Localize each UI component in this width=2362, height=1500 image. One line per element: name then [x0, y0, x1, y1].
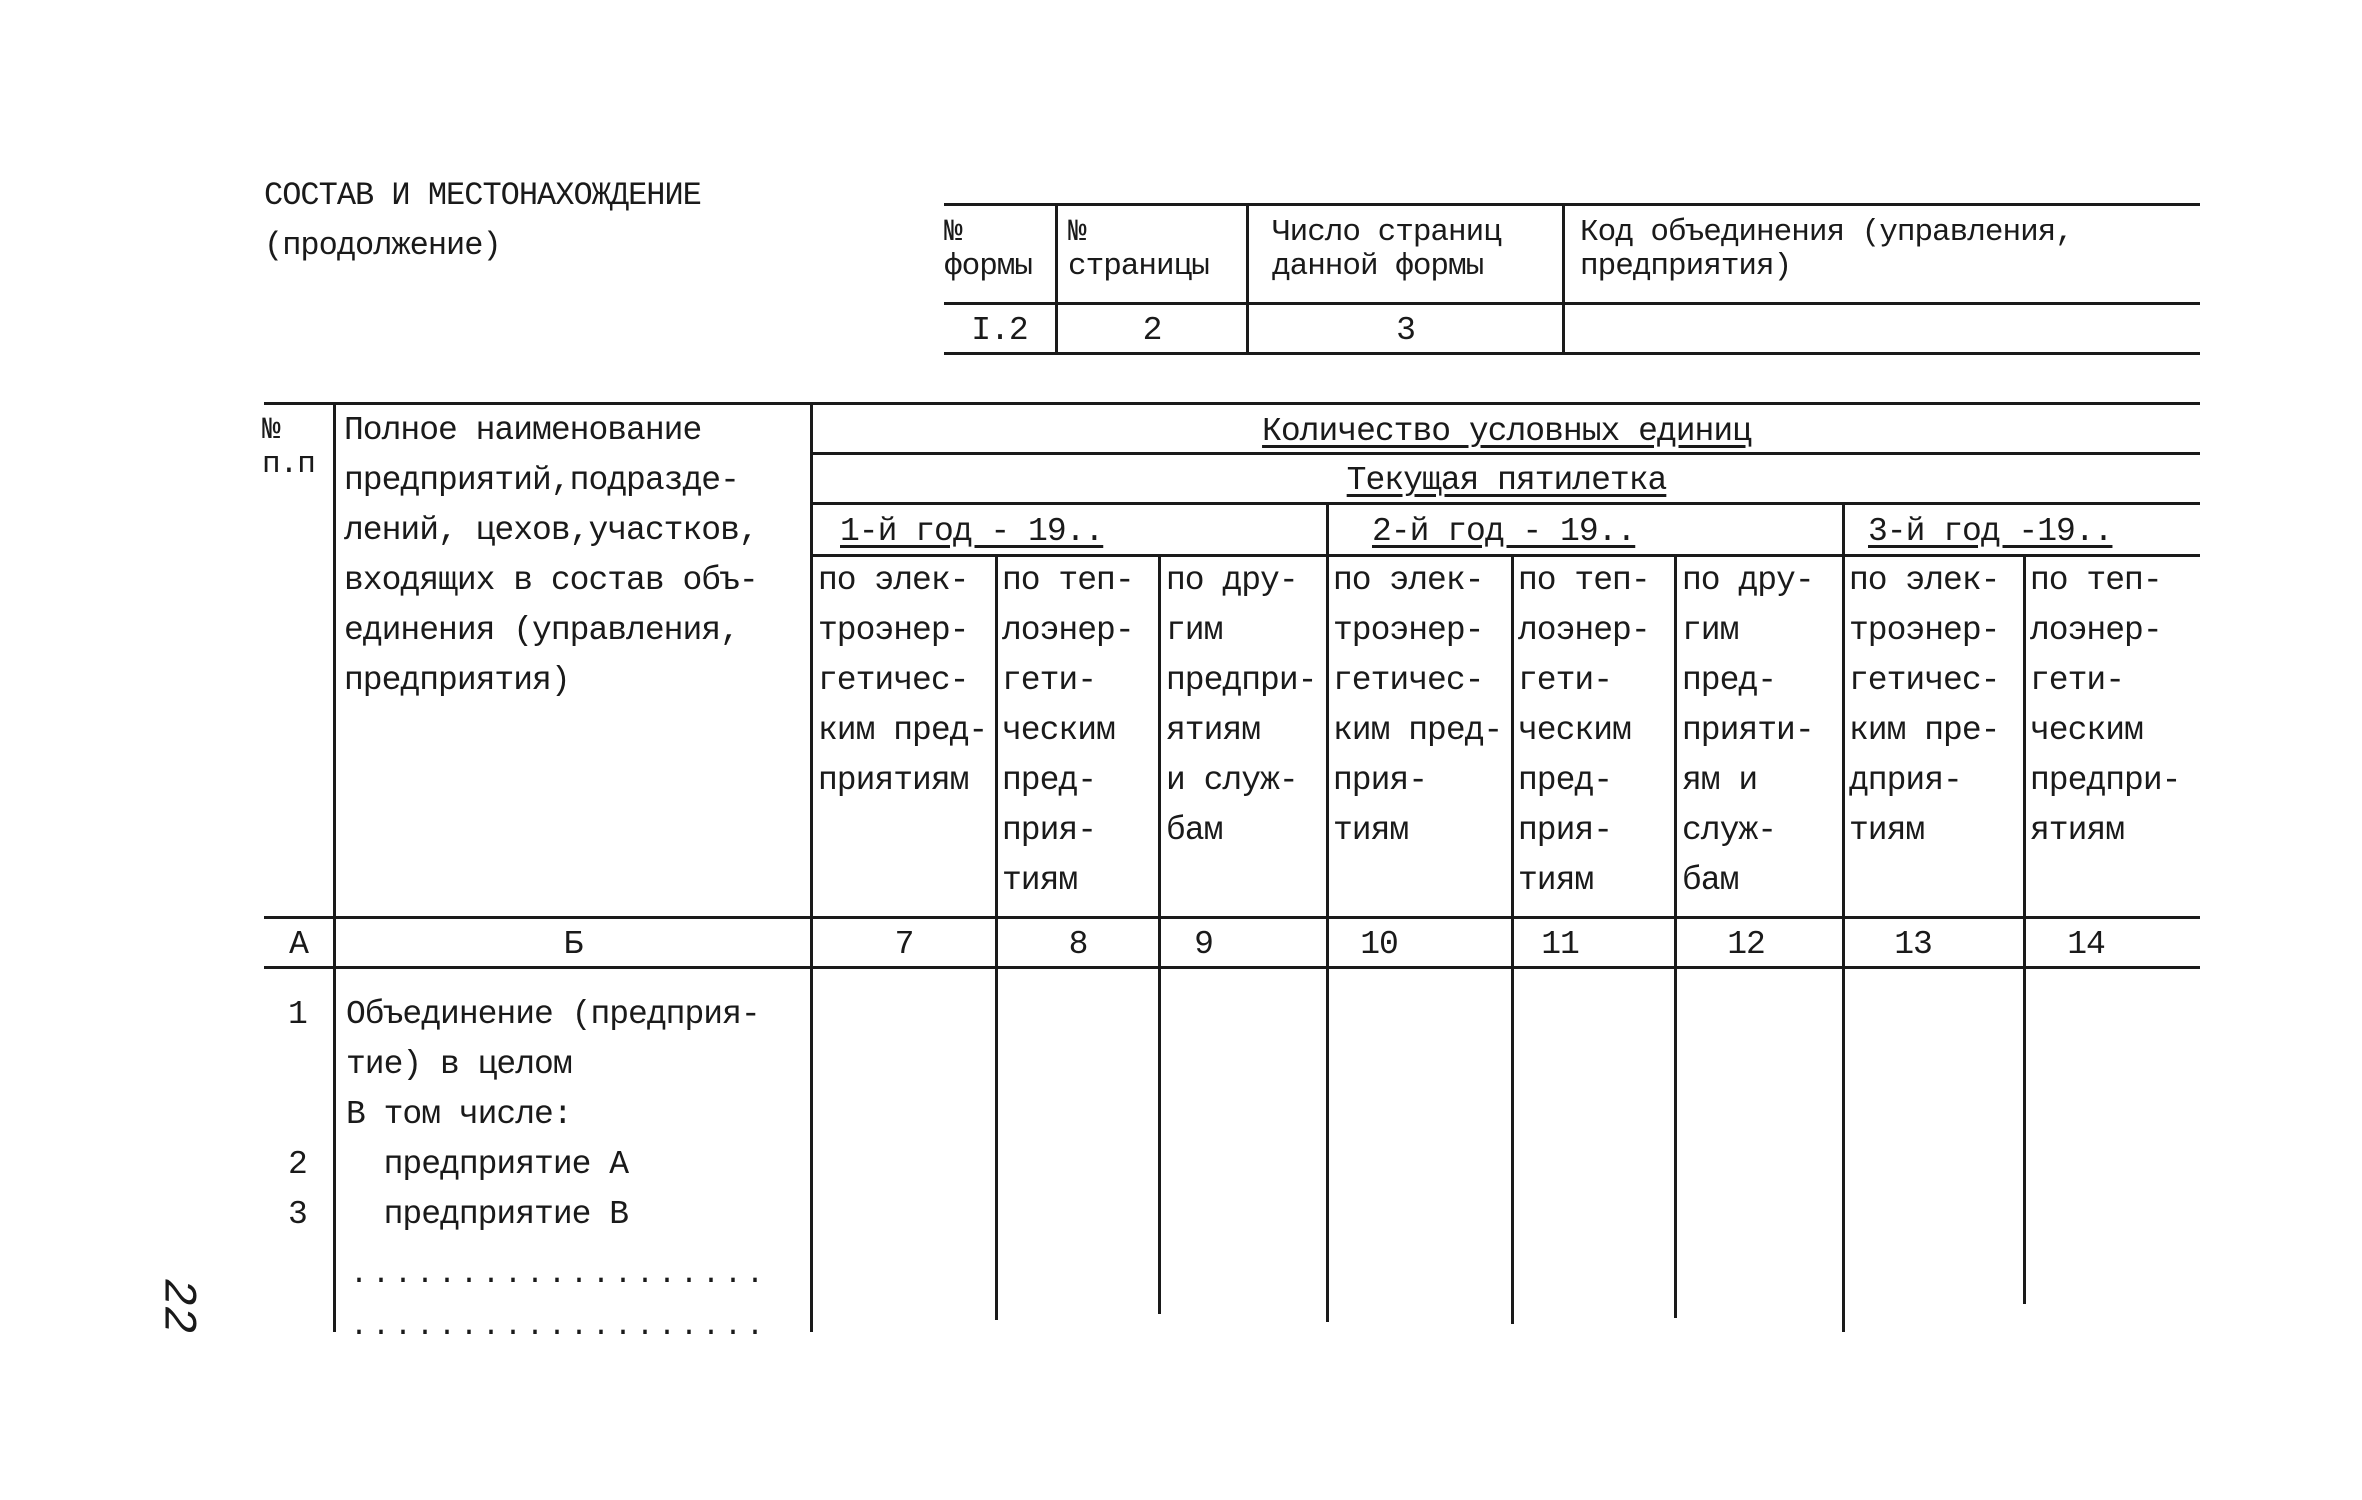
row-number: 3: [288, 1196, 307, 1233]
year-2-header: 2-й год - 19..: [1372, 513, 1636, 550]
year-3-header: 3-й год -19..: [1868, 513, 2113, 550]
col-num-7: 7: [894, 926, 914, 963]
page-number-label: № страницы: [1068, 215, 1209, 284]
column-header-14: по теп- лоэнер- гети- ческим предпри- ятиям: [2030, 562, 2181, 849]
column-header-13: по элек- троэнер- гетичес- ким пре- дприя- тиям: [1849, 562, 2000, 849]
page-number-value: 2: [1142, 312, 1162, 349]
year-1-header: 1-й год - 19..: [840, 513, 1104, 550]
group-header: Количество условных единиц: [1262, 413, 1751, 450]
page-count-label: Число страниц данной формы: [1272, 215, 1501, 284]
col-num-8: 8: [1068, 926, 1088, 963]
subgroup-header: Текущая пятилетка: [1346, 462, 1667, 499]
dotted-leader: ...................: [350, 1310, 769, 1344]
document-title: СОСТАВ И МЕСТОНАХОЖДЕНИЕ: [264, 177, 701, 214]
col-letter-a: А: [289, 926, 308, 963]
column-header-11: по теп- лоэнер- гети- ческим пред- прия- тиям: [1518, 562, 1650, 899]
column-header-8: по теп- лоэнер- гети- ческим пред- прия- тиям: [1002, 562, 1134, 899]
form-number-label: № формы: [944, 215, 1033, 284]
margin-page-number: 22: [151, 1278, 204, 1334]
col-num-9: 9: [1194, 926, 1213, 963]
col-b-header: Полное наименование предприятий,подразде- лений, цехов,участков, входящих в состав объ- единения (управления, предприятия): [344, 412, 758, 699]
col-num-12: 12: [1727, 926, 1765, 963]
col-letter-b: Б: [563, 926, 583, 963]
dotted-leader: ...................: [350, 1258, 769, 1292]
column-header-9: по дру- гим предпри- ятиям и служ- бам: [1166, 562, 1317, 849]
column-header-10: по элек- троэнер- гетичес- ким пред- прия- тиям: [1333, 562, 1503, 849]
row-label: Объединение (предприя- тие) в целом В том числе:: [346, 996, 760, 1133]
document-subtitle: (продолжение): [264, 227, 501, 264]
col-a-header: № п.п: [262, 413, 315, 482]
col-num-11: 11: [1541, 926, 1579, 963]
row-number: 2: [288, 1146, 307, 1183]
row-label: предприятие А: [346, 1146, 629, 1183]
page-count-value: 3: [1396, 312, 1415, 349]
col-num-14: 14: [2067, 926, 2105, 963]
col-num-13: 13: [1894, 926, 1932, 963]
column-header-12: по дру- гим пред- прияти- ям и служ- бам: [1682, 562, 1814, 899]
col-num-10: 10: [1360, 926, 1398, 963]
column-header-7: по элек- троэнер- гетичес- ким пред- приятиям: [818, 562, 988, 799]
row-number: 1: [288, 996, 307, 1033]
form-number-value: I.2: [971, 312, 1028, 349]
row-label: предприятие В: [346, 1196, 629, 1233]
org-code-label: Код объединения (управления, предприятия): [1580, 215, 2073, 284]
